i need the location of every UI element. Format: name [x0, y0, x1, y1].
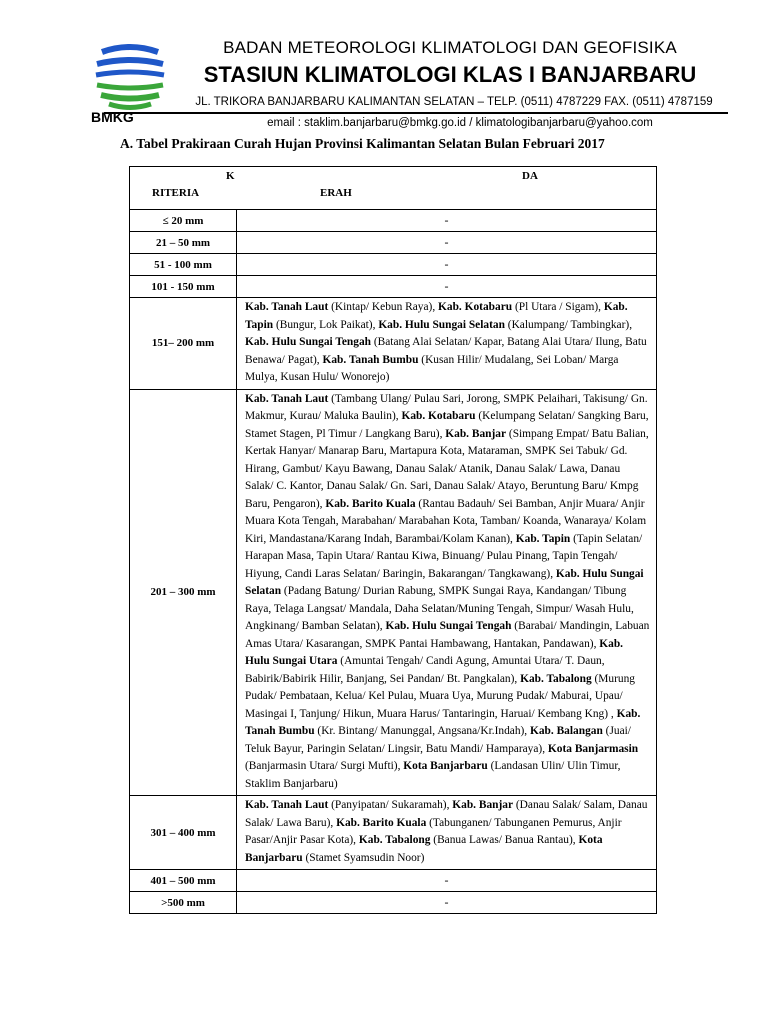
- table-row: [130, 796, 657, 870]
- section-title: A. Tabel Prakiraan Curah Hujan Provinsi Kalimantan Selatan Bulan Februari 2017: [120, 136, 605, 151]
- region-name: Kab. Barito Kuala: [336, 816, 427, 829]
- region-detail: (Padang Batung/ Durian Rabung, SMPK Sungai Raya, Kandangan/ Tibung Raya, Telaga Langsat/ Mandala, Daha Selatan/Muning Tengah, Simpur/ Wasah Hulu, Angkinang/ Bamban Selatan),: [245, 585, 634, 632]
- region-detail: (Banua Lawas/ Banua Rantau),: [430, 834, 579, 846]
- region-name: Kota Banjarmasin: [547, 742, 639, 755]
- region-detail: (Barabai/ Mandingin, Labuan Amas Utara/ Kasarangan, SMPK Pantai Hambawang, Hantakan, Pandawan),: [245, 620, 650, 650]
- rainfall-criteria: 301 – 400 mm: [130, 796, 237, 870]
- station-name: STASIUN KLIMATOLOGI KLAS I BANJARBARU: [203, 62, 697, 87]
- rainfall-criteria: 21 – 50 mm: [130, 232, 237, 254]
- rainfall-criteria: 101 - 150 mm: [130, 276, 237, 298]
- region-detail: (Stamet Syamsudin Noor): [302, 851, 425, 864]
- agency-name: BADAN METEOROLOGI KLIMATOLOGI DAN GEOFISIKA: [223, 38, 677, 57]
- region-detail: (Panyipatan/ Sukaramah),: [328, 799, 453, 811]
- region-detail: (Kelumpang Selatan/ Sangking Baru, Stamet Stagen, Pl Timur / Langkang Baru),: [245, 410, 649, 440]
- region-name: Kab. Tanah Laut: [245, 799, 329, 811]
- region-detail: (Rantau Badauh/ Sei Bamban, Anjir Muara/ Anjir Muara Kota Tengah, Marabahan/ Marabahan Kota, Tamban/ Koanda, Wanaraya/ Kolam Kiri, Mandastana/Karang Indah, Barambai/Kolam Kanan),: [245, 497, 647, 545]
- region-name: Kab. Tapin: [245, 301, 628, 331]
- table-header-row: [130, 167, 657, 210]
- region-name: Kab. Banjar: [452, 799, 514, 811]
- forecast-area: [237, 796, 657, 870]
- forecast-area: -: [237, 870, 657, 892]
- forecast-area: -: [237, 276, 657, 298]
- header-criteria: RITERIA: [152, 187, 200, 199]
- rainfall-criteria: 401 – 500 mm: [130, 870, 237, 892]
- region-name: Kota Banjarbaru: [245, 834, 603, 864]
- rainfall-criteria: 51 - 100 mm: [130, 254, 237, 276]
- table-row: [130, 254, 657, 276]
- email-line: email : staklim.banjarbaru@bmkg.go.id / klimatologibanjarbaru@yahoo.com: [267, 117, 653, 129]
- region-name: Kab. Hulu Sungai Tengah: [385, 620, 512, 632]
- region-name: Kab. Kotabaru: [438, 301, 513, 313]
- forecast-area: -: [237, 210, 657, 232]
- header-k: K: [226, 170, 235, 182]
- region-name: Kab. Hulu Sungai Selatan: [245, 567, 644, 597]
- region-detail: (Tapin Selatan/ Harapan Masa, Tapin Utara/ Rantau Kiwa, Binuang/ Pulau Pinang, Tapin Tengah/ Hiyung, Candi Laras Selatan/ Baringin, Bakarangan/ Tangkawang),: [245, 532, 643, 580]
- region-name: Kab. Banjar: [445, 427, 507, 440]
- region-detail: (Kalumpang/ Tambingkar),: [504, 318, 633, 331]
- region-detail: (Landasan Ulin/ Ulin Timur, Staklim Banjarbaru): [245, 760, 621, 790]
- region-name: Kab. Tanah Laut: [245, 301, 329, 313]
- region-detail: (Kintap/ Kebun Raya),: [328, 301, 439, 313]
- table-header: [130, 167, 657, 210]
- region-name: Kab. Kotabaru: [401, 410, 476, 422]
- region-detail: (Batang Alai Selatan/ Kapar, Batang Alai Utara/ Ilung, Batu Benawa/ Pagat),: [245, 336, 647, 366]
- region-detail: (Murung Pudak/ Pembataan, Kelua/ Kel Pulau, Muara Uya, Murung Pudak/ Maburai, Upau/ Masingai I, Tanjung/ Hikun, Muara Harus/ Tantaringin, Haruai/ Kembang Kng) ,: [245, 672, 635, 720]
- table-row: [130, 232, 657, 254]
- region-detail: (Simpang Empat/ Batu Balian, Kertak Hanyar/ Manarap Baru, Martapura Kota, Mataraman, SMPK Sei Tabuk/ Gd. Hirang, Gambut/ Kayu Bawang, Danau Salak/ Atanik, Danau Salak/ Lawa, Danau Salak/ C. Kantor, Danau Salak/ Gn. Sari, Danau Salak/ Atayo, Beruntung Baru/ Kmpg Baru, Pengaron),: [245, 427, 649, 510]
- region-detail: (Kusan Hilir/ Mudalang, Sei Loban/ Marga Mulya, Kusan Hulu/ Wonorejo): [245, 353, 619, 383]
- region-name: Kab. Tabalong: [520, 672, 592, 685]
- table-row: [130, 892, 657, 914]
- region-detail: (Amuntai Tengah/ Candi Agung, Amuntai Utara/ T. Daun, Babirik/Babirik Hilir, Banjang, Sei Pandan/ Bt. Pangkalan),: [245, 655, 605, 685]
- region-name: Kab. Hulu Sungai Utara: [245, 637, 624, 667]
- rainfall-criteria: ≤ 20 mm: [130, 210, 237, 232]
- region-name: Kab. Hulu Sungai Selatan: [378, 318, 505, 331]
- forecast-area: -: [237, 254, 657, 276]
- forecast-area: [237, 298, 657, 390]
- header-da: DA: [522, 170, 538, 182]
- region-detail: (Danau Salak/ Salam, Danau Salak/ Lawa Baru),: [245, 799, 648, 829]
- header-area: ERAH: [320, 187, 352, 199]
- header-divider: [104, 112, 728, 114]
- region-name: Kota Banjarbaru: [403, 760, 488, 772]
- rainfall-criteria: >500 mm: [130, 892, 237, 914]
- table-row: [130, 210, 657, 232]
- address-line: JL. TRIKORA BANJARBARU KALIMANTAN SELATAN – TELP. (0511) 4787229 FAX. (0511) 4787159: [195, 96, 713, 108]
- rainfall-criteria: 201 – 300 mm: [130, 389, 237, 796]
- region-detail: (Pl Utara / Sigam),: [512, 301, 604, 313]
- table-row: [130, 276, 657, 298]
- table-row: [130, 870, 657, 892]
- logo-text: BMKG: [91, 109, 134, 124]
- forecast-area: -: [237, 892, 657, 914]
- rainfall-criteria: 151– 200 mm: [130, 298, 237, 390]
- forecast-table: [129, 166, 657, 914]
- region-name: Kab. Tanah Laut: [245, 392, 329, 405]
- table-row: [130, 298, 657, 390]
- region-detail: (Tabunganen/ Tabunganen Pemurus, Anjir Pasar/Anjir Pasar Kota),: [245, 816, 622, 846]
- forecast-area: [237, 389, 657, 796]
- forecast-area: -: [237, 232, 657, 254]
- region-detail: (Tambang Ulang/ Pulau Sari, Jorong, SMPK Pelaihari, Takisung/ Gn. Makmur, Kurau/ Maluka Baulin),: [245, 392, 648, 422]
- region-detail: (Kr. Bintang/ Manunggal, Angsana/Kr.Indah),: [314, 725, 530, 737]
- region-name: Kab. Barito Kuala: [325, 497, 416, 510]
- region-name: Kab. Tapin: [515, 532, 571, 545]
- region-name: Kab. Tanah Bumbu: [322, 353, 419, 366]
- region-detail: (Juai/ Teluk Bayur, Paringin Selatan/ Lingsir, Batu Mandi/ Hamparaya),: [245, 725, 631, 755]
- region-name: Kab. Tabalong: [358, 834, 431, 846]
- region-name: Kab. Hulu Sungai Tengah: [245, 336, 371, 348]
- region-name: Kab. Tanah Bumbu: [245, 707, 641, 737]
- region-detail: (Bungur, Lok Paikat),: [273, 318, 379, 331]
- region-name: Kab. Balangan: [530, 725, 603, 737]
- table-row: [130, 389, 657, 796]
- region-detail: (Banjarmasin Utara/ Surgi Mufti),: [245, 760, 404, 772]
